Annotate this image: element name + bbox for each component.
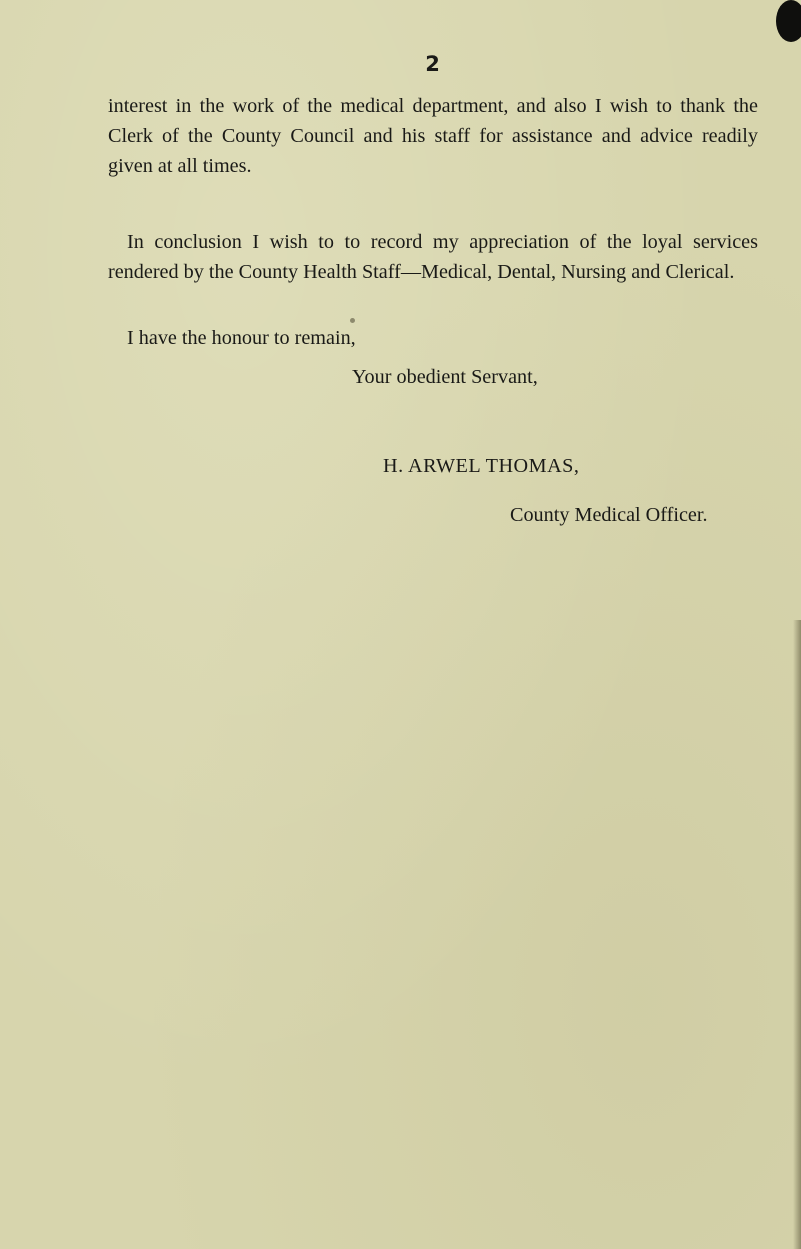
signatory-name: H. ARWEL THOMAS,: [383, 455, 580, 477]
page-number: 2: [425, 52, 440, 76]
paragraph-thanks: interest in the work of the medical department, and also I wish to thank the Clerk of the County Council and his staff for assistance and advice readily given at all times.: [108, 95, 758, 177]
print-speck: [350, 318, 355, 323]
valediction: Your obedient Servant,: [352, 366, 538, 388]
paragraph-conclusion: In conclusion I wish to to record my appreciation of the loyal services rendered by the County Health Staff—Medical, Dental, Nursing and Clerical.: [108, 231, 758, 283]
punch-hole: [776, 0, 801, 42]
closing-line: I have the honour to remain,: [127, 327, 356, 349]
page-edge-shadow: [793, 620, 801, 1249]
signatory-title: County Medical Officer.: [510, 504, 708, 526]
